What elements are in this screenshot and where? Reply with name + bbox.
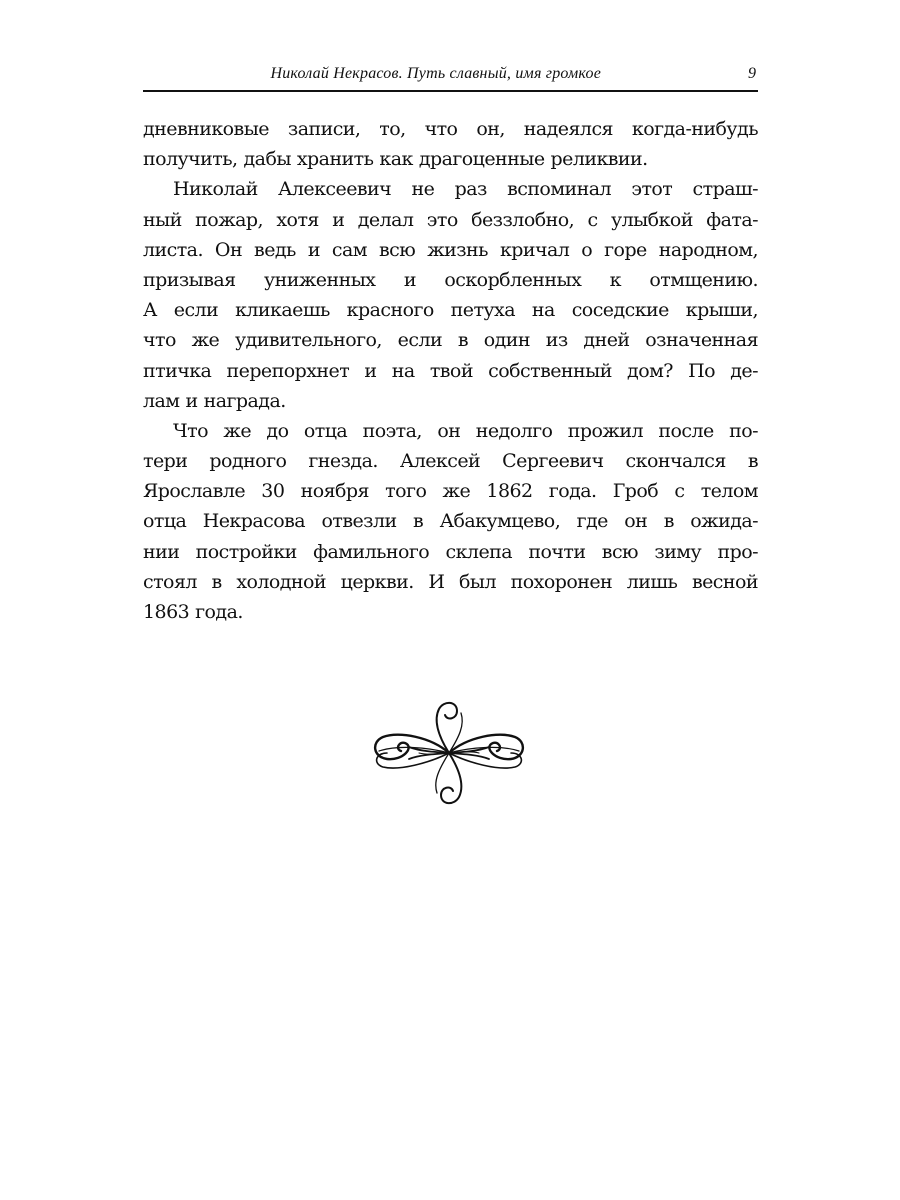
text-line: А если кликаешь красного петуха на соседские крыши, [143,299,758,322]
text-line: листа. Он ведь и сам всю жизнь кричал о горе народном, [143,238,758,261]
text-line: стоял в холодной церкви. И был похоронен лишь весной [143,570,758,593]
paragraph-1 [143,114,758,174]
paragraph-3 [143,416,758,627]
page-number: 9 [748,65,756,82]
text-line: что же удивительного, если в один из дней означенная [143,329,758,352]
text-line: тери родного гнезда. Алексей Сергеевич скончался в [143,450,758,473]
text-line: нии постройки фамильного склепа почти всю зиму про- [143,540,758,563]
header-title: Николай Некрасов. Путь славный, имя громкое [270,65,601,82]
text-line: 1863 года. [143,601,243,623]
flourish-ornament-icon [369,697,529,809]
text-line: ный пожар, хотя и делал это беззлобно, с улыбкой фата- [143,208,758,231]
text-line: получить, дабы хранить как драгоценные реликвии. [143,148,648,171]
text-line: призывая униженных и оскорбленных к отмщению. [143,268,758,291]
text-line: лам и награда. [143,389,286,412]
text-line: птичка перепорхнет и на твой собственный дом? По де- [143,359,758,382]
text-line: дневниковые записи, то, что он, надеялся когда-нибудь [143,118,758,140]
text-line: Николай Алексеевич не раз вспоминал этот страш- [173,178,758,201]
text-line: отца Некрасова отвезли в Абакумцево, где он в ожида- [143,510,758,533]
body-text [143,114,758,627]
text-line: Ярославле 30 ноября того же 1862 года. Гроб с телом [143,480,758,503]
paragraph-2 [143,174,758,416]
running-header [143,62,758,92]
text-line: Что же до отца поэта, он недолго прожил после по- [173,419,758,442]
